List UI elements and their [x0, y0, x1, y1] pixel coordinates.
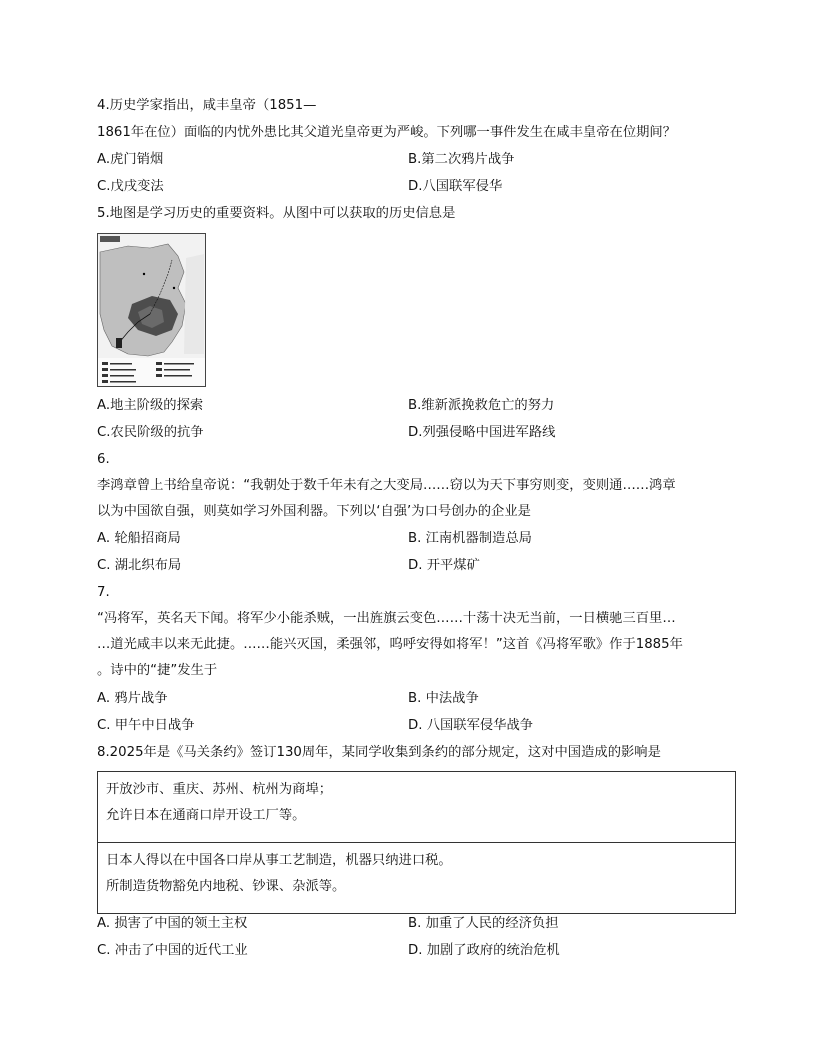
q8-option-c[interactable]: C. 冲击了中国的近代工业 [97, 943, 248, 958]
q4-stem-line2: 1861年在位）面临的内忧外患比其父道光皇帝更为严峻。下列哪一事件发生在咸丰皇帝在位期间？ [97, 125, 677, 140]
q7-stem-line1: “冯将军，英名天下闻。将军少小能杀贼，一出旌旗云变色……十荡十决无当前，一日横驰三百里… [97, 611, 676, 626]
treaty-excerpt-box-2 [97, 842, 736, 914]
q7-option-a[interactable]: A. 鸦片战争 [97, 691, 168, 706]
q7-number: 7. [97, 585, 110, 600]
q7-stem-line2: …道光咸丰以来无此捷。……能兴灭国，柔强邻，呜呼安得如将军！”这首《冯将军歌》作于1885年 [97, 637, 683, 652]
q5-option-b[interactable]: B.维新派挽救危亡的努力 [408, 398, 555, 413]
q6-number: 6. [97, 452, 110, 467]
q4-option-d[interactable]: D.八国联军侵华 [408, 179, 503, 194]
q6-stem-line2: 以为中国欲自强，则莫如学习外国利器。下列以‘自强’为口号创办的企业是 [97, 504, 531, 519]
q6-stem-line1: 李鸿章曾上书给皇帝说：“我朝处于数千年未有之大变局……窃以为天下事穷则变，变则通……鸿章 [97, 478, 676, 493]
treaty-box1-line1: 开放沙市、重庆、苏州、杭州为商埠； [106, 782, 333, 797]
q7-stem-line3: 。诗中的“捷”发生于 [97, 663, 218, 678]
treaty-box2-line1: 日本人得以在中国各口岸从事工艺制造，机器只纳进口税。 [106, 853, 452, 868]
q4-option-b[interactable]: B.第二次鸦片战争 [408, 152, 515, 167]
q8-stem: 8.2025年是《马关条约》签订130周年，某同学收集到条约的部分规定，这对中国造成的影响是 [97, 745, 661, 760]
q8-option-b[interactable]: B. 加重了人民的经济负担 [408, 916, 559, 931]
treaty-box2-line2: 所制造货物豁免内地税、钞课、杂派等。 [106, 879, 346, 894]
q8-option-a[interactable]: A. 损害了中国的领土主权 [97, 916, 248, 931]
q5-option-c[interactable]: C.农民阶级的抗争 [97, 425, 204, 440]
treaty-box1-line2: 允许日本在通商口岸开设工厂等。 [106, 808, 306, 823]
q6-option-a[interactable]: A. 轮船招商局 [97, 531, 181, 546]
q7-option-b[interactable]: B. 中法战争 [408, 691, 479, 706]
q4-option-a[interactable]: A.虎门销烟 [97, 152, 164, 167]
q8-option-d[interactable]: D. 加剧了政府的统治危机 [408, 943, 560, 958]
historical-map-image [97, 233, 206, 387]
q6-option-b[interactable]: B. 江南机器制造总局 [408, 531, 532, 546]
q4-option-c[interactable]: C.戊戌变法 [97, 179, 164, 194]
q6-option-d[interactable]: D. 开平煤矿 [408, 558, 480, 573]
q4-stem-line1: 4.历史学家指出，咸丰皇帝（1851— [97, 98, 317, 113]
q7-option-d[interactable]: D. 八国联军侵华战争 [408, 718, 534, 733]
q7-option-c[interactable]: C. 甲午中日战争 [97, 718, 195, 733]
treaty-excerpt-box-1 [97, 771, 736, 843]
q6-option-c[interactable]: C. 湖北织布局 [97, 558, 182, 573]
map-graphic [98, 234, 205, 386]
q5-option-d[interactable]: D.列强侵略中国进军路线 [408, 425, 556, 440]
q5-option-a[interactable]: A.地主阶级的探索 [97, 398, 204, 413]
q5-stem: 5.地图是学习历史的重要资料。从图中可以获取的历史信息是 [97, 206, 456, 221]
